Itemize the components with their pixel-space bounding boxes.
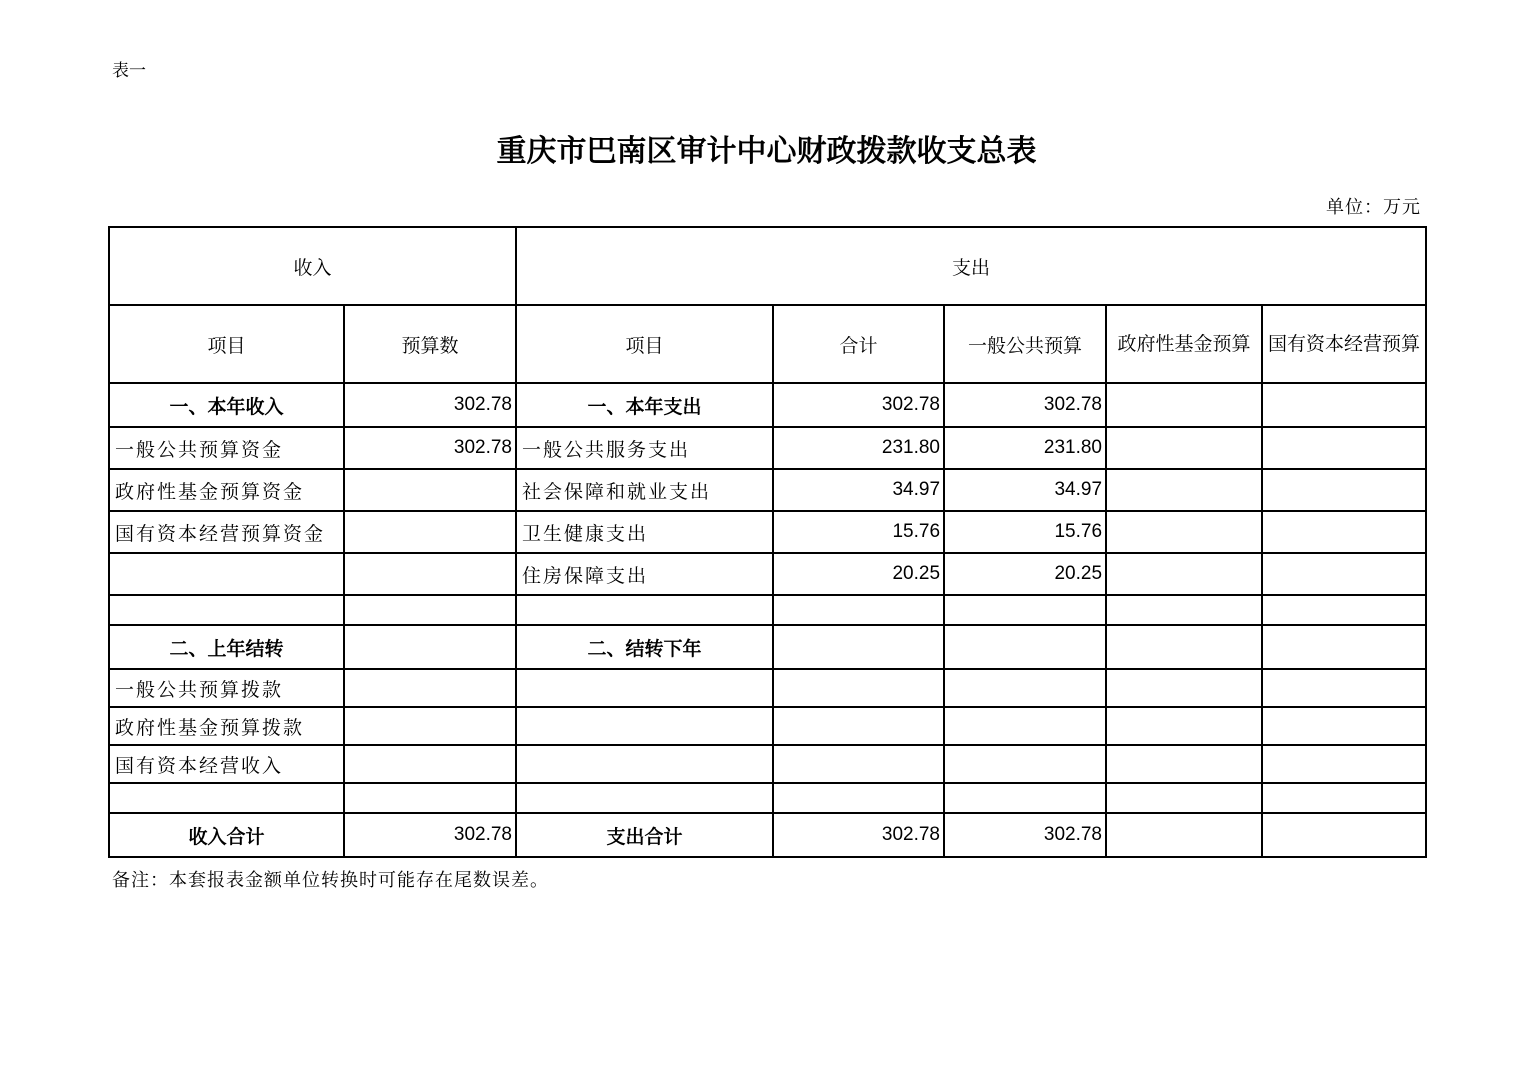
expense-group-header: 支出 (516, 227, 1426, 305)
col-header-state-capital-budget: 国有资本经营预算 (1262, 305, 1426, 383)
expense-item-cell: 二、结转下年 (516, 625, 773, 669)
income-item-cell: 二、上年结转 (109, 625, 344, 669)
footnote: 备注：本套报表金额单位转换时可能存在尾数误差。 (112, 870, 549, 891)
gov-fund-cell (1106, 745, 1262, 783)
col-header-income-item: 项目 (109, 305, 344, 383)
table-row (109, 511, 1426, 553)
page-title: 重庆市巴南区审计中心财政拨款收支总表 (496, 134, 1037, 169)
gov-fund-cell (1106, 595, 1262, 625)
income-item-cell (109, 783, 344, 813)
table-row (109, 383, 1426, 427)
general-budget-cell: 302.78 (944, 813, 1106, 857)
table-row (109, 669, 1426, 707)
income-item-cell: 政府性基金预算资金 (109, 469, 344, 511)
gov-fund-cell (1106, 625, 1262, 669)
state-capital-cell (1262, 813, 1426, 857)
unit-label: 单位：万元 (1326, 197, 1421, 218)
income-value-cell (344, 553, 516, 595)
total-cell (773, 783, 944, 813)
table-row (109, 427, 1426, 469)
income-value-cell (344, 745, 516, 783)
table-row (109, 625, 1426, 669)
gov-fund-cell (1106, 511, 1262, 553)
expense-item-cell (516, 783, 773, 813)
income-item-cell: 国有资本经营收入 (109, 745, 344, 783)
expense-item-cell: 卫生健康支出 (516, 511, 773, 553)
total-cell (773, 625, 944, 669)
general-budget-cell (944, 783, 1106, 813)
expense-item-cell (516, 707, 773, 745)
table-row (109, 783, 1426, 813)
expense-item-cell: 社会保障和就业支出 (516, 469, 773, 511)
total-cell: 34.97 (773, 469, 944, 511)
table-row (109, 553, 1426, 595)
total-cell: 20.25 (773, 553, 944, 595)
expense-item-cell (516, 595, 773, 625)
expense-total-label: 支出合计 (516, 813, 773, 857)
table-row-total (109, 813, 1426, 857)
gov-fund-cell (1106, 783, 1262, 813)
total-cell (773, 595, 944, 625)
state-capital-cell (1262, 511, 1426, 553)
gov-fund-cell (1106, 813, 1262, 857)
gov-fund-cell (1106, 383, 1262, 427)
table-row (109, 469, 1426, 511)
income-value-cell: 302.78 (344, 427, 516, 469)
income-item-cell: 国有资本经营预算资金 (109, 511, 344, 553)
total-cell: 15.76 (773, 511, 944, 553)
gov-fund-cell (1106, 427, 1262, 469)
income-value-cell (344, 511, 516, 553)
state-capital-cell (1262, 383, 1426, 427)
total-cell: 302.78 (773, 383, 944, 427)
general-budget-cell (944, 707, 1106, 745)
total-cell (773, 669, 944, 707)
state-capital-cell (1262, 625, 1426, 669)
income-total-value: 302.78 (344, 813, 516, 857)
expense-item-cell: 一、本年支出 (516, 383, 773, 427)
total-cell (773, 745, 944, 783)
income-item-cell (109, 553, 344, 595)
income-item-cell: 一般公共预算拨款 (109, 669, 344, 707)
general-budget-cell: 20.25 (944, 553, 1106, 595)
gov-fund-cell (1106, 553, 1262, 595)
total-cell (773, 707, 944, 745)
total-cell: 231.80 (773, 427, 944, 469)
income-item-cell: 一般公共预算资金 (109, 427, 344, 469)
state-capital-cell (1262, 595, 1426, 625)
col-header-expense-item: 项目 (516, 305, 773, 383)
income-value-cell (344, 595, 516, 625)
income-item-cell: 政府性基金预算拨款 (109, 707, 344, 745)
state-capital-cell (1262, 707, 1426, 745)
gov-fund-cell (1106, 469, 1262, 511)
income-total-label: 收入合计 (109, 813, 344, 857)
table-row (109, 707, 1426, 745)
general-budget-cell (944, 625, 1106, 669)
expense-item-cell: 住房保障支出 (516, 553, 773, 595)
col-header-total: 合计 (773, 305, 944, 383)
income-item-cell (109, 595, 344, 625)
expense-item-cell: 一般公共服务支出 (516, 427, 773, 469)
income-value-cell (344, 625, 516, 669)
general-budget-cell: 302.78 (944, 383, 1106, 427)
total-cell: 302.78 (773, 813, 944, 857)
general-budget-cell: 231.80 (944, 427, 1106, 469)
general-budget-cell (944, 745, 1106, 783)
income-value-cell (344, 469, 516, 511)
general-budget-cell (944, 669, 1106, 707)
income-value-cell (344, 707, 516, 745)
income-group-header: 收入 (109, 227, 516, 305)
state-capital-cell (1262, 783, 1426, 813)
table-number-label: 表一 (112, 61, 146, 81)
col-header-income-budget: 预算数 (344, 305, 516, 383)
general-budget-cell: 34.97 (944, 469, 1106, 511)
expense-item-cell (516, 669, 773, 707)
state-capital-cell (1262, 469, 1426, 511)
general-budget-cell: 15.76 (944, 511, 1106, 553)
table-row (109, 595, 1426, 625)
state-capital-cell (1262, 745, 1426, 783)
gov-fund-cell (1106, 669, 1262, 707)
state-capital-cell (1262, 669, 1426, 707)
col-header-gov-fund-budget: 政府性基金预算 (1106, 305, 1262, 383)
table-row (109, 745, 1426, 783)
finance-summary-table (108, 226, 1427, 858)
income-item-cell: 一、本年收入 (109, 383, 344, 427)
income-value-cell: 302.78 (344, 383, 516, 427)
state-capital-cell (1262, 427, 1426, 469)
gov-fund-cell (1106, 707, 1262, 745)
col-header-general-budget: 一般公共预算 (944, 305, 1106, 383)
state-capital-cell (1262, 553, 1426, 595)
general-budget-cell (944, 595, 1106, 625)
expense-item-cell (516, 745, 773, 783)
income-value-cell (344, 783, 516, 813)
income-value-cell (344, 669, 516, 707)
